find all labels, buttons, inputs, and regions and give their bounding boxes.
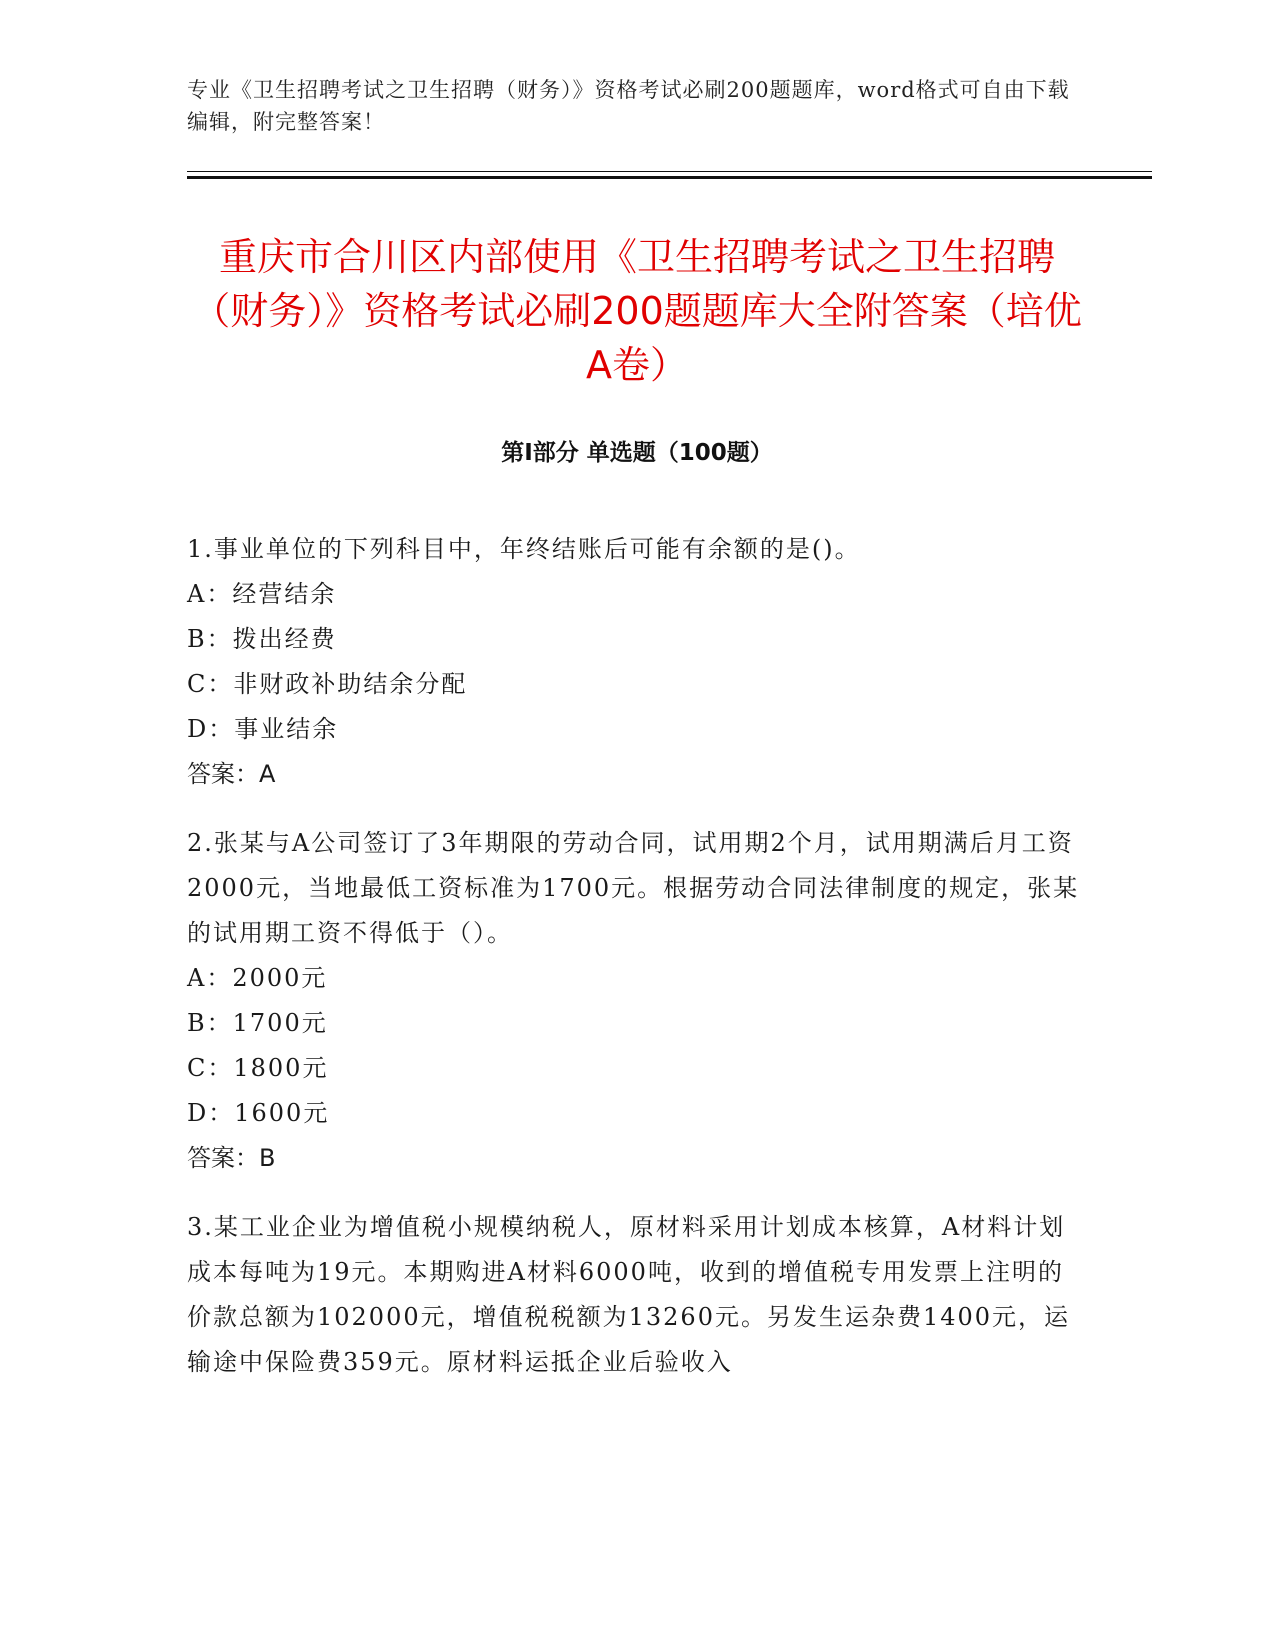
option-a: A：2000元 bbox=[187, 964, 328, 992]
question-stem: 3.某工业企业为增值税小规模纳税人，原材料采用计划成本核算，A材料计划成本每吨为19元。本期购进A材料6000吨，收到的增值税专用发票上注明的价款总额为102000元，增值税税额为13260元。另发生运杂费1400元，运输途中保险费359元。原材料运抵企业后验收入 bbox=[187, 1213, 1071, 1376]
option-c: C：1800元 bbox=[187, 1054, 329, 1082]
question-stem: 1.事业单位的下列科目中，年终结账后可能有余额的是()。 bbox=[187, 535, 861, 563]
option-b: B：拨出经费 bbox=[187, 625, 337, 653]
header-note: 专业《卫生招聘考试之卫生招聘（财务）》资格考试必刷200题题库，word格式可自由下载编辑，附完整答案！ bbox=[187, 78, 1070, 134]
question-3 bbox=[187, 1205, 1087, 1385]
section-title: 第I部分 单选题（100题） bbox=[501, 440, 773, 466]
option-a: A：经营结余 bbox=[187, 580, 337, 608]
question-list bbox=[187, 527, 1087, 1409]
option-b: B：1700元 bbox=[187, 1009, 328, 1037]
answer: 答案：B bbox=[187, 1144, 276, 1172]
question-stem: 2.张某与A公司签订了3年期限的劳动合同，试用期2个月，试用期满后月工资2000元，当地最低工资标准为1700元。根据劳动合同法律制度的规定，张某的试用期工资不得低于（）。 bbox=[187, 829, 1080, 947]
header-divider-thick bbox=[187, 176, 1152, 179]
question-1 bbox=[187, 527, 1087, 797]
option-c: C：非财政补助结余分配 bbox=[187, 670, 468, 698]
option-d: D：事业结余 bbox=[187, 715, 339, 743]
document-title: 重庆市合川区内部使用《卫生招聘考试之卫生招聘（财务）》资格考试必刷200题题库大全附答案（培优A卷） bbox=[192, 235, 1082, 387]
option-d: D：1600元 bbox=[187, 1099, 330, 1127]
header-divider-thin bbox=[187, 171, 1152, 172]
question-2 bbox=[187, 821, 1087, 1181]
answer: 答案：A bbox=[187, 760, 276, 788]
